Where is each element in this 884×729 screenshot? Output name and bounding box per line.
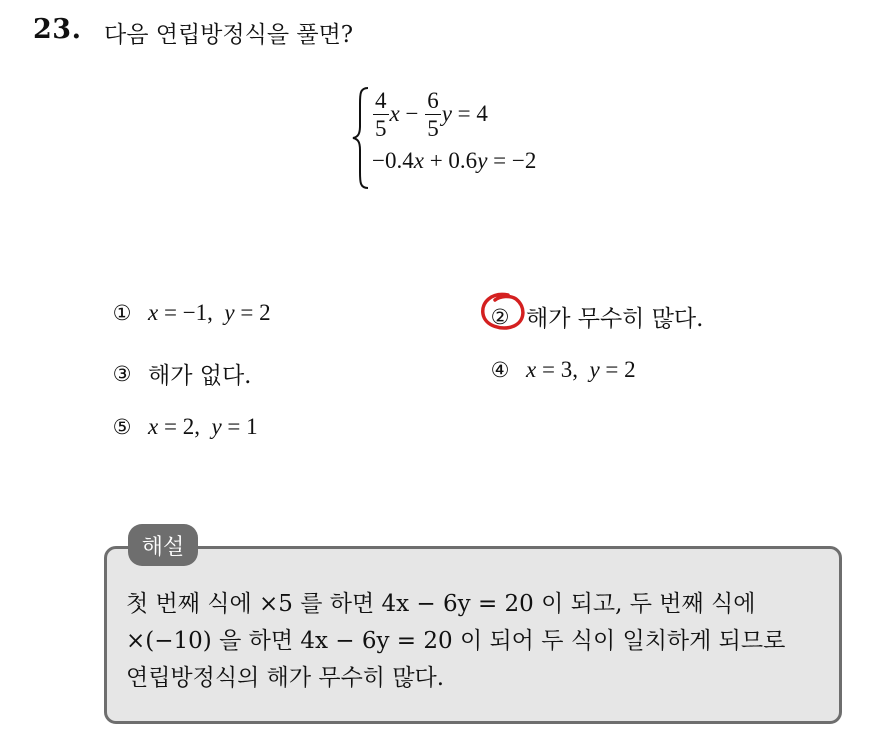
equation-rhs: = −2 <box>487 148 537 173</box>
coefficient: −0.4 <box>372 148 414 173</box>
choice-5[interactable]: ⑤ x = 2, y = 1 <box>110 414 258 440</box>
variable-y: y <box>477 148 488 173</box>
explanation-line-2: ×(−10) 을 하면 4x − 6y = 20 이 되어 두 식이 일치하게 되므로 <box>126 628 786 654</box>
question-text: 다음 연립방정식을 풀면? <box>104 22 354 48</box>
left-brace-icon <box>352 86 370 190</box>
equation-rhs: = 4 <box>451 101 488 126</box>
plus-term: + 0.6 <box>423 148 478 173</box>
choice-marker: ⑤ <box>112 415 132 439</box>
choice-marker: ④ <box>490 358 510 382</box>
choice-marker: ③ <box>112 361 132 386</box>
variable-x: x <box>148 414 159 439</box>
equation-system <box>352 86 612 190</box>
choice-2[interactable] <box>488 300 703 333</box>
explanation-label: 해설 <box>128 524 198 566</box>
variable-y: y <box>211 414 222 439</box>
equation-2 <box>372 148 536 174</box>
variable-y: y <box>589 357 600 382</box>
choice-text: 해가 무수히 많다. <box>526 306 704 332</box>
variable-x: x <box>526 357 537 382</box>
variable-y: y <box>441 101 452 126</box>
choice-marker: ① <box>112 301 132 325</box>
fraction-denominator: 5 <box>427 115 439 141</box>
equation-1 <box>372 86 488 142</box>
variable-x: x <box>389 101 400 126</box>
explanation-line-1: 첫 번째 식에 ×5 를 하면 4x − 6y = 20 이 되고, 두 번째 식에 <box>126 591 756 617</box>
variable-x: x <box>148 300 159 325</box>
fraction-4-5 <box>373 89 389 140</box>
fraction-numerator: 6 <box>427 87 439 113</box>
variable-x: x <box>413 148 424 173</box>
fraction-6-5 <box>425 89 441 140</box>
choice-1[interactable]: ① x = −1, y = 2 <box>110 300 271 326</box>
minus-operator: − <box>399 101 425 126</box>
choice-text: 해가 없다. <box>148 363 252 389</box>
choice-marker: ② <box>490 304 510 329</box>
fraction-denominator: 5 <box>375 115 387 141</box>
choice-3[interactable] <box>110 357 252 390</box>
variable-y: y <box>224 300 235 325</box>
choice-4[interactable]: ④ x = 3, y = 2 <box>488 357 636 383</box>
fraction-numerator: 4 <box>375 87 387 113</box>
question-number: 23. <box>33 14 82 45</box>
explanation-line-3: 연립방정식의 해가 무수히 많다. <box>126 665 445 691</box>
